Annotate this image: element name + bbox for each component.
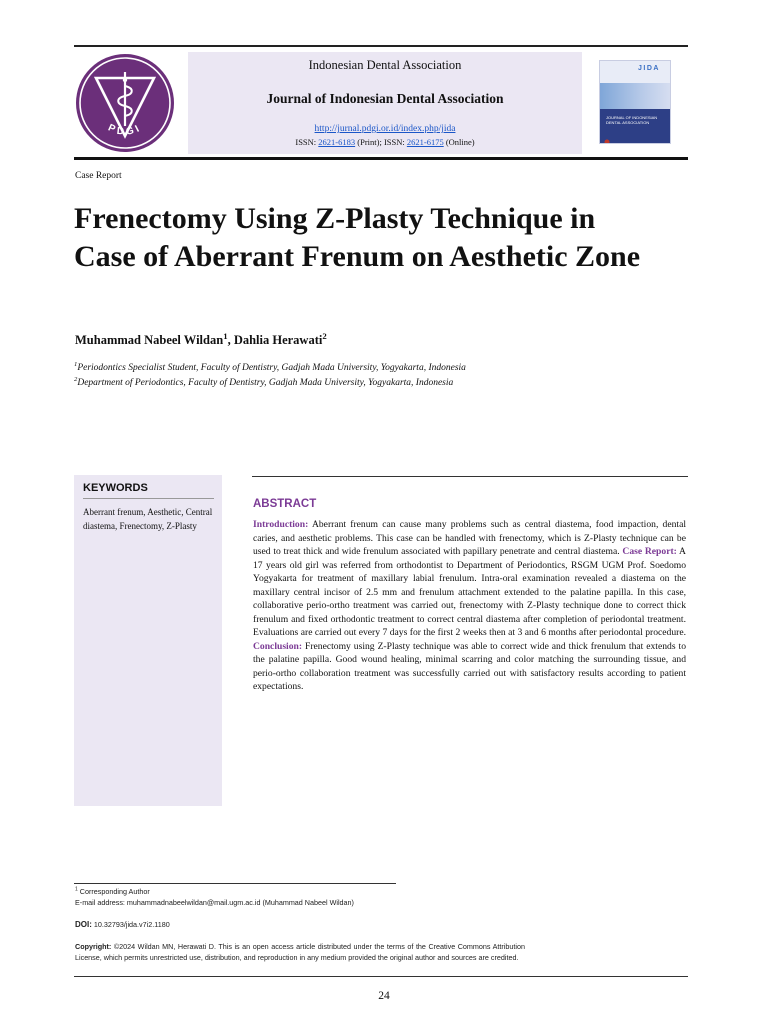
introduction-label: Introduction:: [253, 519, 309, 530]
journal-header: [188, 52, 582, 154]
keywords-panel: [74, 475, 222, 806]
copyright-label: Copyright:: [75, 942, 112, 951]
journal-cover-image: [599, 60, 671, 144]
affiliation-sup: 1: [74, 360, 78, 368]
affiliation: [74, 375, 454, 388]
doi-value[interactable]: 10.32793/jida.v7i2.1180: [91, 920, 170, 929]
journal-url-link[interactable]: http://jurnal.pdgi.or.id/index.php/jida: [314, 124, 456, 134]
corresponding-sup: 1: [75, 886, 78, 893]
logo-text: PDGI: [106, 122, 144, 138]
article-title: Frenectomy Using Z-Plasty Technique in Case of Aberrant Frenum on Aesthetic Zone: [74, 202, 641, 273]
email-address: E-mail address: muhammadnabeelwildan@mail.ugm.ac.id (Muhammad Nabeel Wildan): [75, 898, 354, 907]
author-affil-sup: 2: [322, 330, 327, 341]
doi-line: [75, 920, 170, 929]
footnote-rule: [74, 883, 396, 884]
keywords-heading: KEYWORDS: [83, 482, 148, 494]
pdgi-logo: [74, 52, 176, 154]
author-name: Muhammad Nabeel Wildan: [75, 333, 224, 347]
case-report-text: A 17 years old girl was referred from orthodontist to Department of Periodontics, RSGM UGM Prof. Soedomo Yogyakarta for treatment of maxillary labial frenulum. Intra-oral examination revealed a diastema on the maxillary central incisor of 2.5 mm and frenulum attachment extended to the palatine papilla. In this case, collaborative perio-ortho treatment was carried out, frenectomy with Z-Plasty technique done to correct thick frenulum and fixed orthodontic treatment to correct central diastema after completion of periodontal treatment. Evaluations are carried out every 7 days for the first 2 weeks then at 3 and 6 months after periodontal procedure.: [253, 546, 686, 638]
author-name: Dahlia Herawati: [233, 333, 323, 347]
abstract-heading: ABSTRACT: [253, 498, 317, 510]
journal-name: Journal of Indonesian Dental Association: [266, 91, 504, 106]
cover-band-top: [600, 61, 671, 83]
keywords-rule: [83, 498, 214, 499]
cover-band-image: [600, 83, 671, 109]
issn-print-suffix: (Print); ISSN:: [355, 137, 407, 147]
association-name: Indonesian Dental Association: [308, 58, 462, 72]
author-list: [75, 330, 327, 348]
affiliation-sup: 2: [74, 375, 78, 383]
issn-prefix: ISSN:: [295, 137, 319, 147]
affiliation: [74, 360, 466, 373]
author-separator: ,: [227, 333, 234, 347]
issn-print-link[interactable]: 2621-6183: [318, 137, 356, 147]
bottom-rule: [74, 976, 688, 977]
issn-line: [188, 137, 582, 147]
corresponding-author-note: [75, 887, 150, 896]
keywords-text: Aberrant frenum, Aesthetic, Central diastema, Frenectomy, Z-Plasty: [83, 507, 213, 531]
cover-label: JIDA: [638, 65, 660, 72]
abstract-rule: [252, 476, 688, 477]
case-report-label: Case Report:: [622, 546, 677, 557]
top-rule: [74, 45, 688, 47]
page-number: 24: [378, 990, 390, 1002]
author-affil-sup: 1: [223, 330, 228, 341]
corresponding-text: Corresponding Author: [77, 887, 150, 896]
header-rule: [74, 157, 688, 160]
copyright-notice: [75, 941, 525, 963]
introduction-text: Aberrant frenum can cause many problems such as central diastema, food impaction, dental caries, and aesthetic problems. This case can be handled with frenectomy, which is Z-Plasty technique can be used to treat thick and wide frenulum associated with papillary penetrate and central diastema.: [253, 519, 686, 557]
affiliation-text: Department of Periodontics, Faculty of Dentistry, Gadjah Mada University, Yogyakarta, Indonesia: [77, 378, 454, 388]
copyright-text: ©2024 Wildan MN, Herawati D. This is an open access article distributed under the terms of the Creative Commons Attribution License, which permits unrestricted use, distribution, and reproduction in any medium provided the original author and sources are credited.: [75, 942, 525, 962]
conclusion-text: Frenectomy using Z-Plasty technique was able to correct wide and thick frenulum that extends to the palatine papilla. Good wound healing, minimal scarring and color matching the surrounding tissue, and perio-ortho collaboration treatment was successfully carried out with satisfactory results according to patient expectations.: [253, 640, 686, 692]
issn-online-suffix: (Online): [443, 137, 475, 147]
cover-dot-icon: [604, 139, 610, 144]
doi-label: DOI:: [75, 920, 92, 929]
abstract-body: [253, 518, 686, 694]
cover-title: JOURNAL OF INDONESIAN DENTAL ASSOCIATION: [606, 115, 658, 125]
conclusion-label: Conclusion:: [253, 640, 303, 652]
affiliation-text: Periodontics Specialist Student, Faculty of Dentistry, Gadjah Mada University, Yogyakarta, Indonesia: [77, 363, 466, 373]
article-type: Case Report: [75, 171, 122, 181]
issn-online-link[interactable]: 2621-6175: [406, 137, 444, 147]
